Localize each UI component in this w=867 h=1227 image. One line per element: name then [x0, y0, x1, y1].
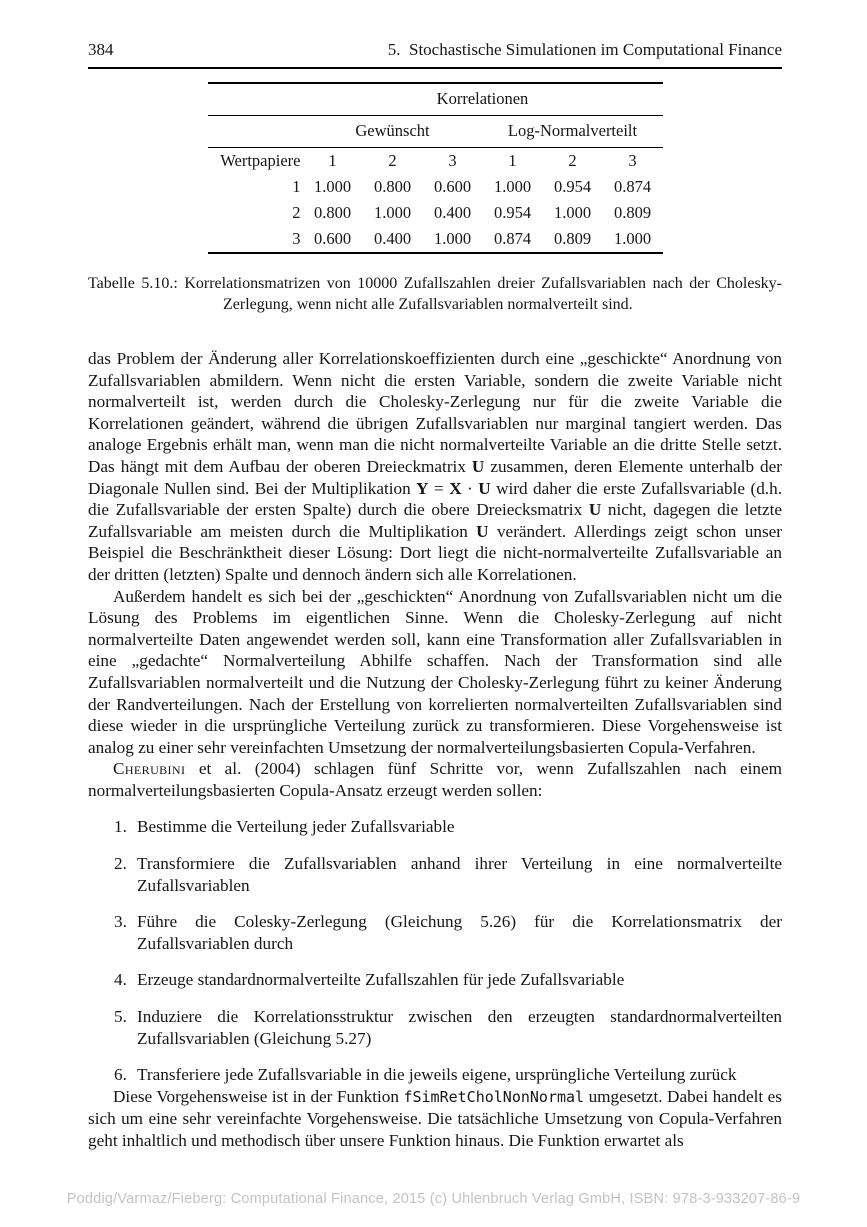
author-name: Cherubini	[113, 759, 186, 779]
item-number: 3.	[114, 912, 127, 932]
correlation-table	[208, 82, 663, 254]
table-cell: 0.400	[373, 229, 412, 248]
table-title-row	[208, 83, 663, 116]
closing-paragraph	[88, 1086, 782, 1152]
table-cell: 0.809	[553, 229, 592, 248]
matrix-symbol: U	[476, 521, 489, 541]
table-row	[208, 226, 663, 253]
list-item	[88, 911, 782, 954]
table-row	[208, 174, 663, 200]
table-title: Korrelationen	[303, 83, 663, 116]
column-header: 1	[328, 151, 337, 170]
chapter-title: 5. Stochastische Simulationen im Computational Finance	[387, 40, 782, 59]
table-row	[208, 200, 663, 226]
paragraph-1	[88, 348, 782, 586]
item-number: 6.	[114, 1065, 127, 1085]
table-cell: 1.000	[313, 177, 352, 196]
list-item	[88, 969, 782, 991]
table-group-header-row	[208, 116, 663, 148]
row-label: 2	[292, 203, 301, 222]
function-name: fSimRetCholNonNormal	[403, 1087, 585, 1106]
page-content	[88, 40, 782, 1152]
list-item	[88, 1064, 782, 1086]
column-header: 2	[568, 151, 577, 170]
column-header: 3	[448, 151, 457, 170]
table-caption	[88, 273, 782, 315]
item-text: Transferiere jede Zufallsvariable in die jeweils eigene, ursprüngliche Verteilung zurück	[137, 1065, 737, 1085]
item-number: 2.	[114, 854, 127, 874]
item-number: 4.	[114, 970, 127, 990]
caption-label: Tabelle 5.10.:	[88, 275, 185, 292]
table-cell: 0.600	[313, 229, 352, 248]
body-text	[88, 348, 782, 1152]
group-header-gewuenscht: Gewünscht	[303, 116, 483, 148]
row-label: 3	[292, 229, 301, 248]
table-cell: 0.800	[313, 203, 352, 222]
matrix-symbol: U	[478, 478, 491, 498]
running-header	[88, 40, 782, 69]
text-run: Diese Vorgehensweise ist in der Funktion	[113, 1086, 404, 1106]
list-item	[88, 816, 782, 838]
text-run: =	[428, 478, 450, 498]
row-header-label: Wertpapiere	[220, 151, 301, 170]
paragraph-3	[88, 758, 782, 801]
text-run: verändert. Allerdings zeigt schon unser Beispiel die Beschränktheit dieser Lösung: Dort liegt die nicht-normalverteilte Zufallsvariable an der dritten (letzten) Spalte und dennoch ändern sich alle Korrelationen.	[88, 521, 782, 584]
table-cell: 0.600	[433, 177, 472, 196]
column-header: 2	[388, 151, 397, 170]
table-cell: 0.400	[433, 203, 472, 222]
table-cell: 0.874	[493, 229, 532, 248]
group-header-lognormal: Log-Normalverteilt	[483, 116, 663, 148]
table-empty-cell	[208, 83, 303, 116]
row-label: 1	[292, 177, 301, 196]
text-run: et al. (2004) schlagen fünf Schritte vor, wenn Zufallszahlen nach einem normalverteilungsbasierten Copula-Ansatz erzeugt werden sollen:	[88, 759, 782, 800]
correlation-table-wrap	[208, 82, 663, 254]
footer-credit: Poddig/Varmaz/Fieberg: Computational Finance, 2015 (c) Uhlenbruch Verlag GmbH, ISBN: 978-3-933207-86-9	[66, 1191, 801, 1207]
table-column-header-row	[208, 148, 663, 175]
text-run: nicht, dagegen die letzte Zufallsvariable am meisten durch die Multiplikation	[88, 500, 782, 541]
text-run: zusammen, deren Elemente unterhalb der Diagonale Nullen sind. Bei der Multiplikation	[88, 456, 782, 498]
table-empty-cell	[208, 116, 303, 148]
text-run: wird daher die erste Zufallsvariable (d.h. die Zufallsvariable der ersten Spalte) durch die obere Dreiecksmatrix	[88, 478, 782, 520]
matrix-symbol: U	[471, 456, 485, 476]
item-number: 1.	[114, 817, 127, 837]
item-text: Führe die Colesky-Zerlegung (Gleichung 5.26) für die Korrelationsmatrix der Zufallsvariablen durch	[137, 912, 782, 953]
text-run: das Problem der Änderung aller Korrelationskoeffizienten durch eine „geschickte“ Anordnung von Zufallsvariablen abmildern. Wenn nicht die ersten Variable, sondern die zweite Variable nicht normalverteilt ist, werden durch die Cholesky-Zerlegung nur für die zweite Variable die Korrelationen geändert, während die übrigen Zufallsvariablen nur marginal tangiert werden. Das analoge Ergebnis erhält man, wenn man die nicht normalverteilte Variable an die dritte Stelle setzt. Das hängt mit dem Aufbau der oberen Dreieckmatrix	[88, 349, 782, 476]
page-number: 384	[88, 40, 114, 59]
caption-text: Korrelationsmatrizen von 10000 Zufallszahlen dreier Zufallsvariablen nach der Cholesky-Zerlegung, wenn nicht alle Zufallsvariablen normalverteilt sind.	[184, 275, 782, 313]
matrix-symbol: U	[588, 500, 602, 520]
matrix-symbol: X	[449, 478, 462, 498]
item-text: Induziere die Korrelationsstruktur zwischen den erzeugten standardnormalverteilten Zufallsvariablen (Gleichung 5.27)	[137, 1007, 782, 1048]
column-header: 1	[508, 151, 517, 170]
item-text: Transformiere die Zufallsvariablen anhand ihrer Verteilung in eine normalverteilte Zufallsvariablen	[137, 854, 782, 895]
text-run: ·	[461, 478, 479, 498]
paragraph-2: Außerdem handelt es sich bei der „geschickten“ Anordnung von Zufallsvariablen nicht um die Lösung des Problems im eigentlichen Sinne. Wenn die Cholesky-Zerlegung auf nicht normalverteilte Daten angewendet werden soll, kann eine Transformation aller Zufallsvariablen in eine „gedachte“ Normalverteilung Abhilfe schaffen. Nach der Transformation sind alle Zufallsvariablen normalverteilt und die Nutzung der Cholesky-Zerlegung führt zu keiner Änderung der Randverteilungen. Nach der Erstellung von korrelierten normalverteilten Zufallsvariablen sind diese wieder in die ursprüngliche Verteilung zurück zu transformieren. Diese Vorgehensweise ist analog zu einer sehr vereinfachten Umsetzung der normalverteilungsbasierten Copula-Verfahren.	[88, 586, 782, 757]
table-cell: 1.000	[553, 203, 592, 222]
table-cell: 0.954	[553, 177, 592, 196]
text-run: umgesetzt. Dabei handelt es sich um eine sehr vereinfachte Vorgehensweise. Die tatsächliche Umsetzung von Copula-Verfahren geht inhaltlich und methodisch über unsere Funktion hinaus. Die Funktion erwartet als	[88, 1086, 782, 1150]
item-number: 5.	[114, 1007, 127, 1027]
table-cell: 0.874	[613, 177, 652, 196]
steps-list	[88, 816, 782, 1085]
table-cell: 1.000	[493, 177, 532, 196]
list-item	[88, 1006, 782, 1049]
list-item	[88, 853, 782, 896]
matrix-symbol: Y	[416, 478, 429, 498]
table-cell: 0.809	[613, 203, 652, 222]
table-cell: 1.000	[433, 229, 472, 248]
table-cell: 0.954	[493, 203, 532, 222]
table-cell: 0.800	[373, 177, 412, 196]
column-header: 3	[628, 151, 637, 170]
item-text: Erzeuge standardnormalverteilte Zufallszahlen für jede Zufallsvariable	[137, 970, 625, 990]
item-text: Bestimme die Verteilung jeder Zufallsvariable	[137, 817, 455, 837]
table-cell: 1.000	[373, 203, 412, 222]
table-cell: 1.000	[613, 229, 652, 248]
